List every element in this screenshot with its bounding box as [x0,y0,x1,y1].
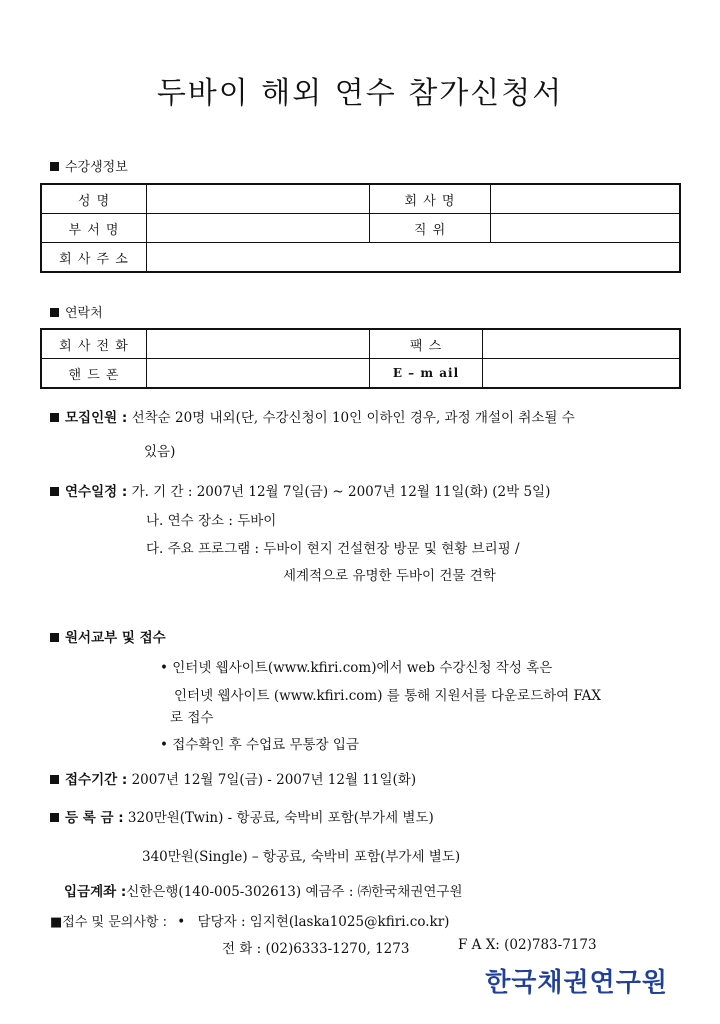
dept-field[interactable] [147,214,370,243]
fee-single: 340만원(Single) – 항공료, 숙박비 포함(부가세 별도) [142,849,461,865]
bullet-icon: • [160,660,168,676]
square-bullet-icon [50,162,59,171]
schedule-location: 나. 연수 장소 : 두바이 [146,513,277,529]
recruit-text: 선착순 20명 내외(단, 수강신청이 10인 이하인 경우, 과정 개설이 취소될 수 [131,410,575,426]
name-field[interactable] [147,184,370,214]
application-heading [50,626,166,646]
account-line [64,880,463,900]
inquiry-manager: 담당자 : 임지현(laska1025@kfiri.co.kr) [197,914,450,930]
inquiry-fax: F A X: (02)783-7173 [458,937,597,953]
name-label: 성 명 [41,184,147,214]
account-text: 신한은행(140-005-302613) 예금주 : ㈜한국채권연구원 [126,884,463,900]
bullet-icon: • [160,737,168,753]
schedule-line [50,480,550,500]
company-phone-label: 회 사 전 화 [41,329,147,359]
application-item-text: 인터넷 웹사이트(www.kfiri.com)에서 web 수강신청 작성 혹은 [172,660,553,676]
recruit-text-cont: 있음) [144,444,176,460]
bullet-icon: • [177,914,186,930]
recruit-line [50,406,575,426]
recruit-label: 모집인원 : [65,410,128,426]
schedule-period: 가. 기 간 : 2007년 12월 7일(금) ~ 2007년 12월 11일(화) (2박 5일) [131,484,551,500]
company-phone-field[interactable] [147,329,370,359]
application-item-1b: 인터넷 웹사이트 (www.kfiri.com) 를 통해 지원서를 다운로드하여 FAX [174,688,602,704]
page-title: 두바이 해외 연수 참가신청서 [156,76,564,111]
inquiry-phone: 전 화 : (02)6333-1270, 1273 [222,941,410,957]
position-label: 직 위 [370,214,491,243]
application-item-1 [160,656,552,676]
schedule-program: 다. 주요 프로그램 : 두바이 현지 건설현장 방문 및 현황 브리핑 / [146,541,520,557]
square-bullet-icon [50,308,59,317]
mobile-label: 핸 드 폰 [41,359,147,389]
period-line [50,768,416,788]
schedule-label: 연수일정 : [65,484,128,500]
contact-table [40,328,681,389]
address-label: 회 사 주 소 [41,243,147,273]
application-item-1c: 로 접수 [170,710,214,726]
company-field[interactable] [491,184,681,214]
period-label: 접수기간 : [65,772,128,788]
email-label: E – m ail [370,359,483,389]
fax-field[interactable] [483,329,681,359]
square-bullet-icon [50,775,59,784]
square-bullet-icon [50,633,59,642]
square-bullet-icon [50,813,59,822]
student-info-table [40,183,681,273]
email-field[interactable] [483,359,681,389]
inquiry-line [50,910,449,930]
account-label: 입금계좌 : [64,884,127,900]
period-text: 2007년 12월 7일(금) - 2007년 12월 11일(화) [131,772,417,788]
application-label: 원서교부 및 접수 [65,630,166,646]
inquiry-label: ■접수 및 문의사항 : [50,915,167,930]
section-contact [50,302,103,321]
square-bullet-icon [50,487,59,496]
fax-label: 팩 스 [370,329,483,359]
position-field[interactable] [491,214,681,243]
company-label: 회 사 명 [370,184,491,214]
section-student-info [50,156,128,175]
square-bullet-icon [50,413,59,422]
mobile-field[interactable] [147,359,370,389]
dept-label: 부 서 명 [41,214,147,243]
fee-twin: 320만원(Twin) - 항공료, 숙박비 포함(부가세 별도) [127,810,434,826]
address-field[interactable] [147,243,681,273]
section-label: 수강생정보 [65,160,128,175]
fee-label: 등 록 금 : [65,810,124,826]
section-label: 연락처 [65,306,103,321]
application-item-text: 접수확인 후 수업료 무통장 입금 [172,737,359,753]
schedule-program-cont: 세계적으로 유명한 두바이 건물 견학 [283,568,496,584]
application-item-2 [160,733,359,753]
fee-line [50,806,434,826]
organization-logo: 한국채권연구원 [485,968,668,998]
